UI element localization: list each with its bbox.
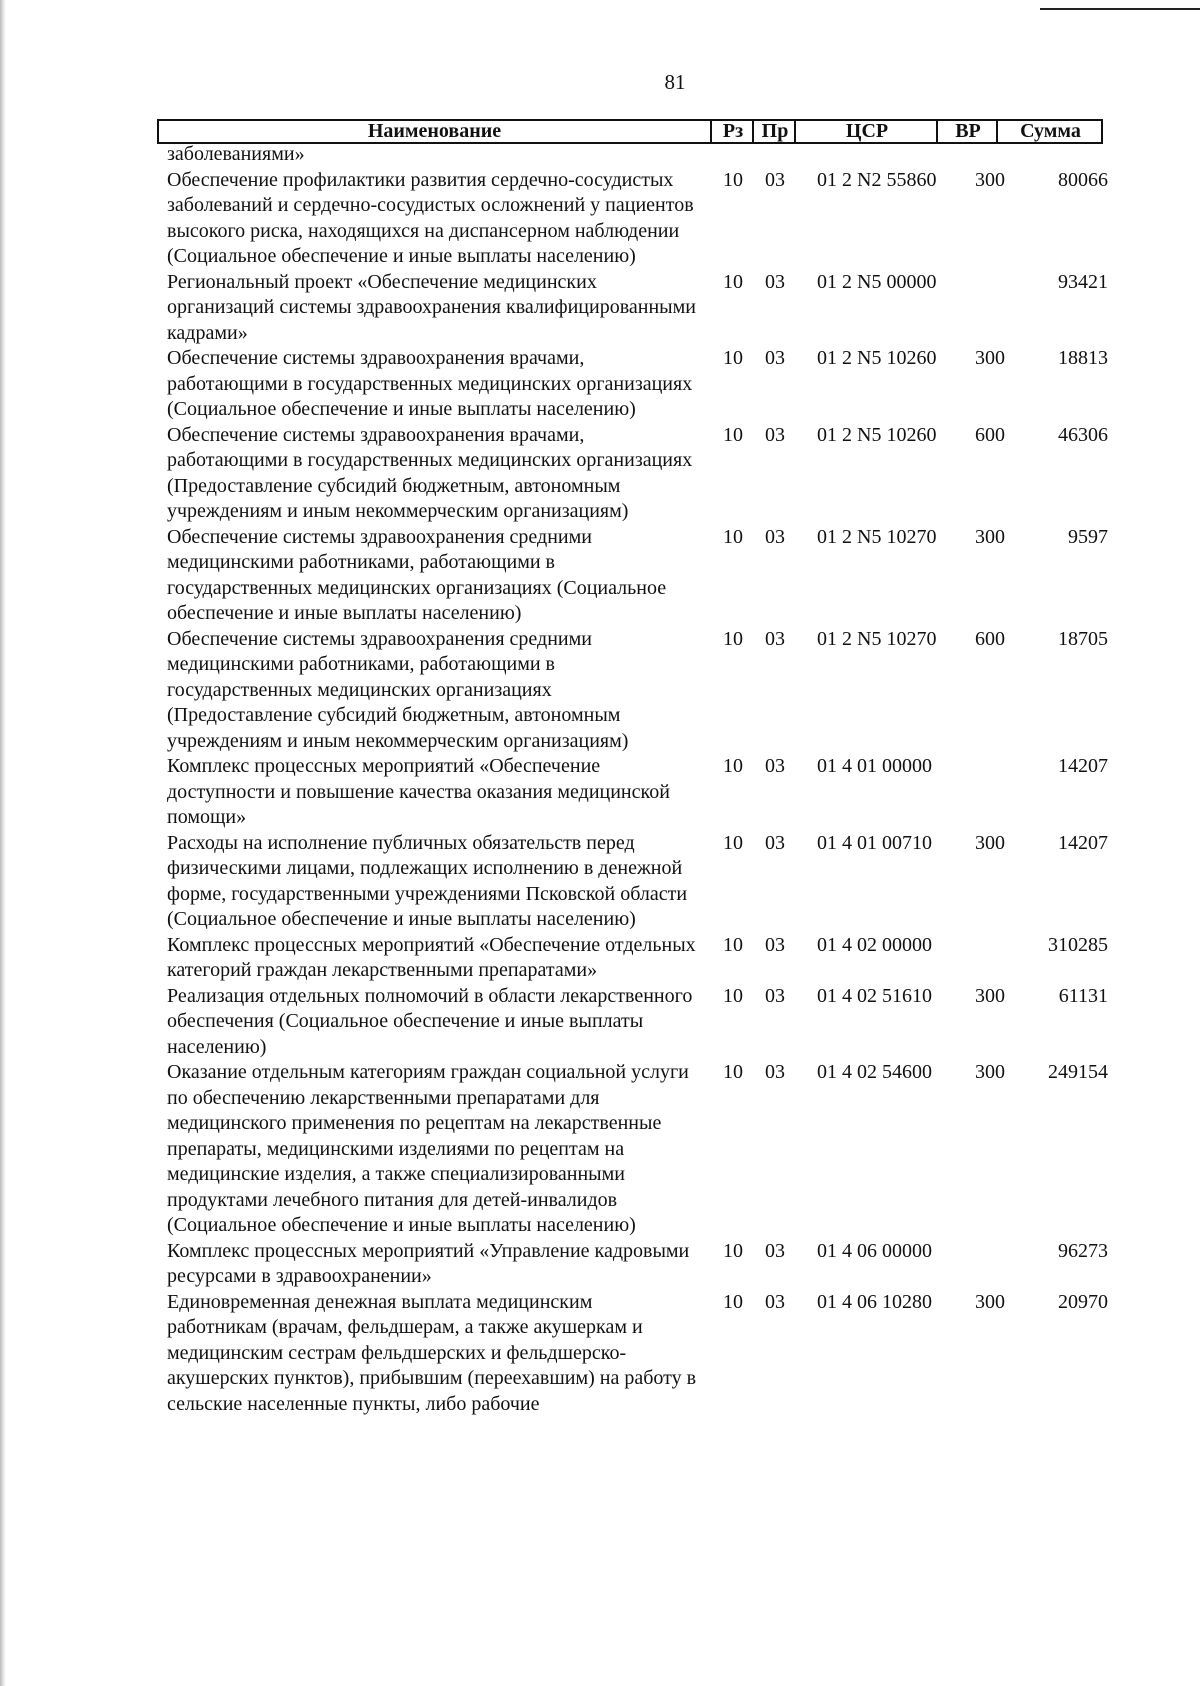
- cell-pr: 03: [765, 831, 785, 854]
- cell-pr: 03: [765, 1061, 785, 1083]
- table-row: [167, 933, 1127, 984]
- continuation-row: [167, 142, 1127, 168]
- cell-rz: 10: [723, 525, 743, 548]
- cell-rz: 10: [723, 933, 743, 956]
- cell-rz: 10: [723, 984, 743, 1007]
- table-header: [157, 119, 1103, 144]
- cell-rz: 10: [723, 270, 743, 293]
- cell-pr: 03: [765, 270, 785, 293]
- cell-sum: 14207: [1058, 831, 1108, 854]
- cell-pr: 03: [765, 1239, 785, 1262]
- table-row: [167, 754, 1127, 831]
- cell-vr: 300: [975, 347, 1005, 369]
- cell-csr: 01 2 N5 00000: [817, 270, 937, 293]
- table-row: [167, 346, 1127, 423]
- scan-edge-shadow: [0, 0, 6, 1686]
- cell-name: Обеспечение системы здравоохранения врачами, работающими в государственных медицинских организациях (Предоставление субсидий бюджетным, автономным учреждениям и иным некоммерческим организациям): [167, 423, 693, 522]
- cell-pr: 03: [765, 525, 785, 548]
- cell-rz: 10: [723, 168, 743, 191]
- cell-sum: 93421: [1058, 270, 1108, 293]
- table-row: [167, 1290, 1127, 1418]
- cell-name: Расходы на исполнение публичных обязательств перед физическими лицами, подлежащих исполнению в денежной форме, государственными учреждениями Псковской области (Социальное обеспечение и иные выплаты населению): [167, 831, 688, 930]
- cell-name: Единовременная денежная выплата медицинским работникам (врачам, фельдшерам, а также акушеркам и медицинским сестрам фельдшерских и фельдшерско-акушерских пунктов), прибывшим (переехавшим) на работу в сельские населенные пункты, либо рабочие: [167, 1290, 697, 1415]
- continuation-text: заболеваниями»: [167, 143, 305, 165]
- table-row: [167, 627, 1127, 755]
- cell-csr: 01 4 02 00000: [817, 933, 932, 956]
- cell-rz: 10: [723, 1061, 743, 1083]
- table-row: [167, 270, 1127, 347]
- cell-rz: 10: [723, 627, 743, 650]
- table-row: [167, 1239, 1127, 1290]
- table-row: [167, 525, 1127, 627]
- table-body: [167, 142, 1127, 1417]
- cell-csr: 01 2 N5 10260: [817, 423, 937, 446]
- cell-sum: 18705: [1058, 627, 1108, 650]
- cell-sum: 20970: [1058, 1290, 1108, 1313]
- cell-sum: 96273: [1058, 1239, 1108, 1262]
- cell-csr: 01 4 01 00000: [817, 755, 932, 777]
- header-pr: Пр: [752, 121, 796, 142]
- header-name: Наименование: [367, 120, 502, 142]
- cell-csr: 01 4 02 54600: [817, 1061, 932, 1083]
- cell-sum: 80066: [1058, 168, 1108, 191]
- cell-name: Обеспечение профилактики развития сердечно-сосудистых заболеваний и сердечно-сосудистых осложнений у пациентов высокого риска, находящихся на диспансерном наблюдении (Социальное обеспечение и иные выплаты населению): [167, 168, 694, 267]
- cell-csr: 01 4 06 00000: [817, 1239, 932, 1262]
- cell-vr: 300: [975, 168, 1005, 191]
- cell-pr: 03: [765, 347, 785, 369]
- cell-name: Комплекс процессных мероприятий «Обеспечение доступности и повышение качества оказания медицинской помощи»: [167, 755, 670, 828]
- page-number: 81: [664, 70, 686, 94]
- header-sum: Сумма: [996, 121, 1103, 142]
- cell-rz: 10: [723, 423, 743, 446]
- cell-sum: 61131: [1058, 984, 1108, 1007]
- table-row: [167, 1060, 1127, 1239]
- cell-sum: 249154: [1048, 1061, 1108, 1083]
- table-row: [167, 423, 1127, 525]
- top-rule: [1040, 8, 1200, 10]
- cell-vr: 300: [975, 831, 1005, 854]
- cell-name: Реализация отдельных полномочий в области лекарственного обеспечения (Социальное обеспечение и иные выплаты населению): [167, 984, 693, 1058]
- cell-sum: 14207: [1058, 755, 1108, 777]
- table-row: [167, 984, 1127, 1061]
- header-vr: ВР: [936, 121, 998, 142]
- cell-name: Обеспечение системы здравоохранения врачами, работающими в государственных медицинских организациях (Социальное обеспечение и иные выплаты населению): [167, 347, 693, 420]
- cell-sum: 46306: [1058, 423, 1108, 446]
- cell-pr: 03: [765, 755, 785, 777]
- cell-sum: 18813: [1058, 347, 1108, 369]
- cell-rz: 10: [723, 1239, 743, 1262]
- cell-name: Оказание отдельным категориям граждан социальной услуги по обеспечению лекарственными препаратами для медицинского применения по рецептам на лекарственные препараты, медицинскими изделиями по рецептам на медицинские изделия, а также специализированными продуктами лечебного питания для детей-инвалидов (Социальное обеспечение и иные выплаты населению): [167, 1061, 689, 1236]
- cell-pr: 03: [765, 933, 785, 956]
- cell-csr: 01 4 02 51610: [817, 984, 932, 1007]
- cell-vr: 600: [975, 627, 1005, 650]
- cell-rz: 10: [723, 755, 743, 777]
- table-row: [167, 831, 1127, 933]
- cell-name: Комплекс процессных мероприятий «Обеспечение отдельных категорий граждан лекарственными препаратами»: [167, 933, 696, 981]
- cell-pr: 03: [765, 168, 785, 191]
- cell-vr: 300: [975, 1061, 1005, 1083]
- cell-csr: 01 2 N5 10260: [817, 347, 937, 369]
- table-rows: [167, 168, 1127, 1418]
- cell-pr: 03: [765, 627, 785, 650]
- cell-rz: 10: [723, 1290, 743, 1313]
- cell-name: Региональный проект «Обеспечение медицинских организаций системы здравоохранения квалифицированными кадрами»: [167, 270, 696, 344]
- cell-vr: 300: [975, 1290, 1005, 1313]
- cell-vr: 600: [975, 423, 1005, 446]
- cell-csr: 01 2 N5 10270: [817, 525, 937, 548]
- cell-name: Обеспечение системы здравоохранения средними медицинскими работниками, работающими в государственных медицинских организациях (Предоставление субсидий бюджетным, автономным учреждениям и иным некоммерческим организациям): [167, 627, 629, 752]
- cell-rz: 10: [723, 831, 743, 854]
- cell-name: Обеспечение системы здравоохранения средними медицинскими работниками, работающими в государственных медицинских организациях (Социальное обеспечение и иные выплаты населению): [167, 525, 667, 624]
- header-csr: ЦСР: [794, 121, 938, 142]
- table-row: [167, 168, 1127, 270]
- cell-csr: 01 4 06 10280: [817, 1290, 932, 1313]
- cell-rz: 10: [723, 347, 743, 369]
- cell-pr: 03: [765, 1290, 785, 1313]
- cell-csr: 01 2 N2 55860: [817, 168, 937, 191]
- cell-pr: 03: [765, 423, 785, 446]
- cell-csr: 01 4 01 00710: [817, 831, 932, 854]
- header-rz: Рз: [710, 121, 754, 142]
- cell-sum: 9597: [1068, 525, 1108, 548]
- cell-name: Комплекс процессных мероприятий «Управление кадровыми ресурсами в здравоохранении»: [167, 1239, 690, 1287]
- cell-vr: 300: [975, 525, 1005, 548]
- cell-sum: 310285: [1048, 933, 1108, 956]
- cell-pr: 03: [765, 984, 785, 1007]
- cell-vr: 300: [975, 984, 1005, 1007]
- cell-csr: 01 2 N5 10270: [817, 627, 937, 650]
